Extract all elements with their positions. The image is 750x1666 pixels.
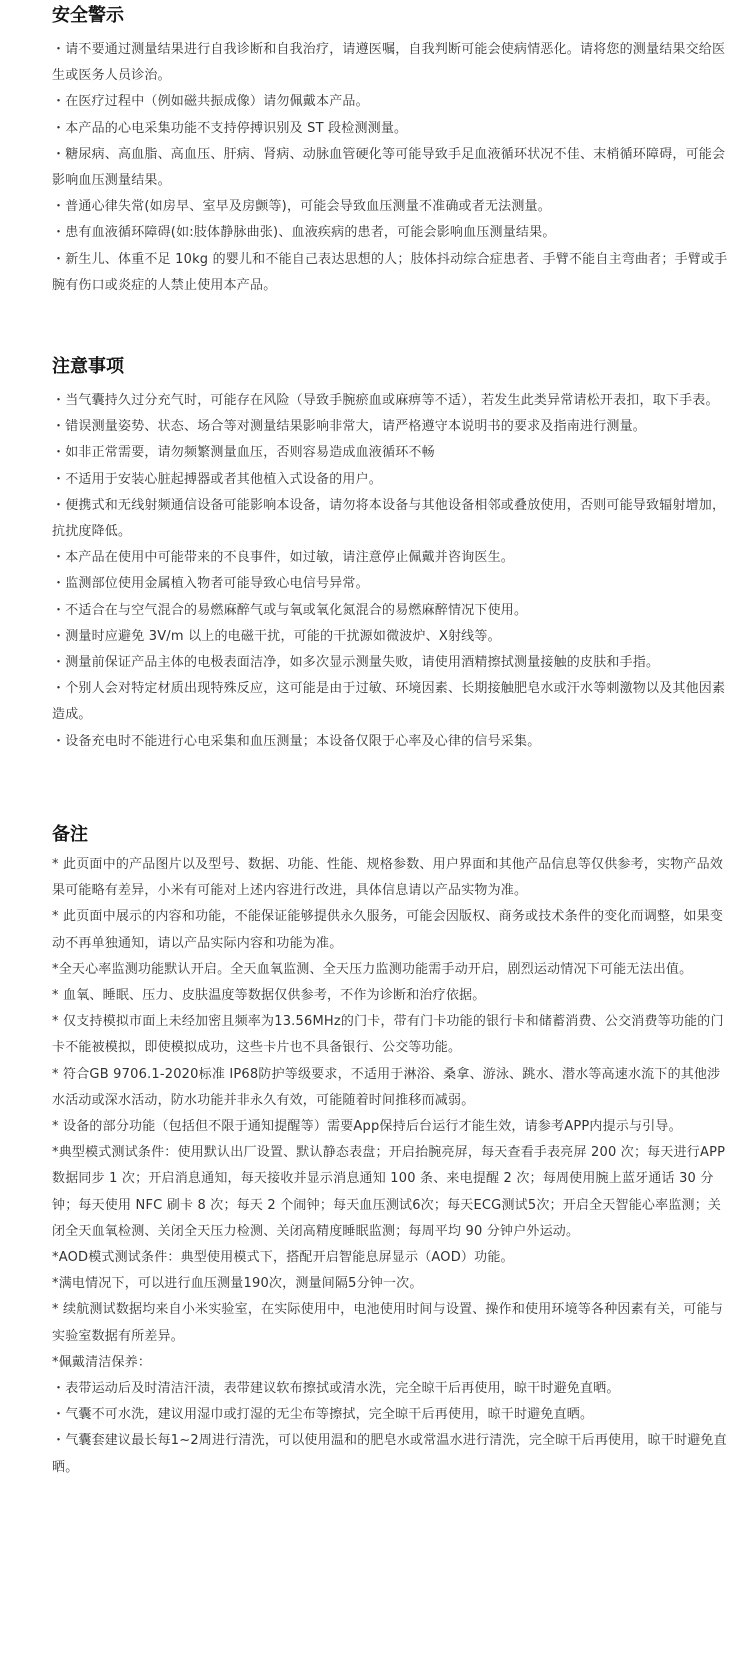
list-item: ・监测部位使用金属植入物者可能导致心电信号异常。 <box>52 576 369 592</box>
list-item: ・普通心律失常(如房早、室早及房颤等)，可能会导致血压测量不准确或者无法测量。 <box>52 199 551 215</box>
list-item: ・便携式和无线射频通信设备可能影响本设备，请勿将本设备与其他设备相邻或叠放使用，否则可能导致辐射增加，抗扰度降低。 <box>52 497 726 540</box>
list-item: *全天心率监测功能默认开启。全天血氧监测、全天压力监测功能需手动开启，剧烈运动情况下可能无法出值。 <box>52 961 693 977</box>
safety-warning-title: 安全警示 <box>52 5 124 26</box>
list-item: ・本产品在使用中可能带来的不良事件，如过敏，请注意停止佩戴并咨询医生。 <box>52 550 515 566</box>
list-item: ・糖尿病、高血脂、高血压、肝病、肾病、动脉血管硬化等可能导致手足血液循环状况不佳、末梢循环障碍，可能会影响血压测量结果。 <box>52 146 726 189</box>
notes-list <box>52 852 732 1481</box>
list-item: *佩戴清洁保养： <box>52 1354 152 1370</box>
list-item: * 续航测试数据均来自小米实验室，在实际使用中，电池使用时间与设置、操作和使用环境等各种因素有关，可能与实验室数据有所差异。 <box>52 1302 724 1344</box>
list-item: * 血氧、睡眠、压力、皮肤温度等数据仅供参考，不作为诊断和治疗依据。 <box>52 988 486 1004</box>
list-item: * 此页面中展示的内容和功能，不能保证能够提供永久服务，可能会因版权、商务或技术条件的变化而调整，如果变动不再单独通知，请以产品实际内容和功能为准。 <box>52 909 724 951</box>
list-item: *AOD模式测试条件：典型使用模式下，搭配开启智能息屏显示（AOD）功能。 <box>52 1250 514 1266</box>
list-item: ・不适合在与空气混合的易燃麻醉气或与氧或氧化氮混合的易燃麻醉情况下使用。 <box>52 602 528 618</box>
list-item: ・在医疗过程中（例如磁共振成像）请勿佩戴本产品。 <box>52 94 369 110</box>
list-item: ・表带运动后及时清洁汗渍，表带建议软布擦拭或清水洗，完全晾干后再使用，晾干时避免直晒。 <box>52 1381 620 1397</box>
list-item: ・当气囊持久过分充气时，可能存在风险（导致手腕瘀血或麻痹等不适），若发生此类异常请松开表扣，取下手表。 <box>52 393 719 408</box>
list-item: ・请不要通过测量结果进行自我诊断和自我治疗，请遵医嘱，自我判断可能会使病情恶化。请将您的测量结果交给医生或医务人员诊治。 <box>52 42 726 84</box>
list-item: ・气囊不可水洗，建议用湿巾或打湿的无尘布等擦拭，完全晾干后再使用，晾干时避免直晒。 <box>52 1407 594 1423</box>
list-item: ・测量时应避免 3V/m 以上的电磁干扰，可能的干扰源如微波炉、X射线等。 <box>52 628 501 644</box>
list-item: ・新生儿、体重不足 10kg 的婴儿和不能自己表达思想的人；肢体抖动综合症患者、手臂不能自主弯曲者；手臂或手腕有伤口或炎症的人禁止使用本产品。 <box>52 251 728 293</box>
caution-section <box>52 356 732 755</box>
list-item: ・个别人会对特定材质出现特殊反应，这可能是由于过敏、环境因素、长期接触肥皂水或汗水等刺激物以及其他因素造成。 <box>52 681 726 723</box>
list-item: *满电情况下，可以进行血压测量190次，测量间隔5分钟一次。 <box>52 1276 423 1292</box>
list-item: ・如非正常需要，请勿频繁测量血压，否则容易造成血液循环不畅 <box>52 445 435 461</box>
list-item: ・测量前保证产品主体的电极表面洁净，如多次显示测量失败，请使用酒精擦拭测量接触的皮肤和手指。 <box>52 655 660 671</box>
notes-title: 备注 <box>52 824 88 845</box>
list-item: ・本产品的心电采集功能不支持停搏识别及 ST 段检测测量。 <box>52 120 408 136</box>
list-item: ・设备充电时不能进行心电采集和血压测量；本设备仅限于心率及心律的信号采集。 <box>52 733 541 749</box>
notes-section <box>52 824 732 1481</box>
safety-warning-section <box>52 5 732 299</box>
caution-title: 注意事项 <box>52 356 124 377</box>
list-item: *典型模式测试条件：使用默认出厂设置、默认静态表盘；开启抬腕亮屏，每天查看手表亮屏 200 次；每天进行APP数据同步 1 次；开启消息通知，每天接收并显示消息通知 100 条、来电提醒 2 次；每周使用腕上蓝牙通话 30 分钟；每天使用 NFC 刷卡 8 次；每天 2 个闹钟；每天血压测试6次；每天ECG测试5次；开启全天智能心率监测；关闭全天血氧检测、关闭全天压力检测、关闭高精度睡眠监测；每周平均 90 分钟户外运动。 <box>52 1145 726 1239</box>
list-item: ・气囊套建议最长每1~2周进行清洗，可以使用温和的肥皂水或常温水进行清洗，完全晾干后再使用，晾干时避免直晒。 <box>52 1433 727 1475</box>
list-item: ・患有血液循环障碍(如:肢体静脉曲张)、血液疾病的患者，可能会影响血压测量结果。 <box>52 225 556 241</box>
list-item: * 符合GB 9706.1-2020标准 IP68防护等级要求，不适用于淋浴、桑拿、游泳、跳水、潜水等高速水流下的其他涉水活动或深水活动，防水功能并非永久有效，可能随着时间推移而减弱。 <box>52 1066 721 1108</box>
list-item: * 设备的部分功能（包括但不限于通知提醒等）需要App保持后台运行才能生效，请参考APP内提示与引导。 <box>52 1119 682 1135</box>
safety-warning-list <box>52 37 732 299</box>
list-item: ・不适用于安装心脏起搏器或者其他植入式设备的用户。 <box>52 471 383 487</box>
list-item: ・错误测量姿势、状态、场合等对测量结果影响非常大，请严格遵守本说明书的要求及指南进行测量。 <box>52 419 647 435</box>
caution-list <box>52 388 732 755</box>
list-item: * 仅支持模拟市面上未经加密且频率为13.56MHz的门卡，带有门卡功能的银行卡和储蓄消费、公交消费等功能的门卡不能被模拟，即使模拟成功，这些卡片也不具备银行、公交等功能。 <box>52 1014 724 1056</box>
list-item: * 此页面中的产品图片以及型号、数据、功能、性能、规格参数、用户界面和其他产品信息等仅供参考，实物产品效果可能略有差异，小米有可能对上述内容进行改进，具体信息请以产品实物为准。 <box>52 857 724 899</box>
